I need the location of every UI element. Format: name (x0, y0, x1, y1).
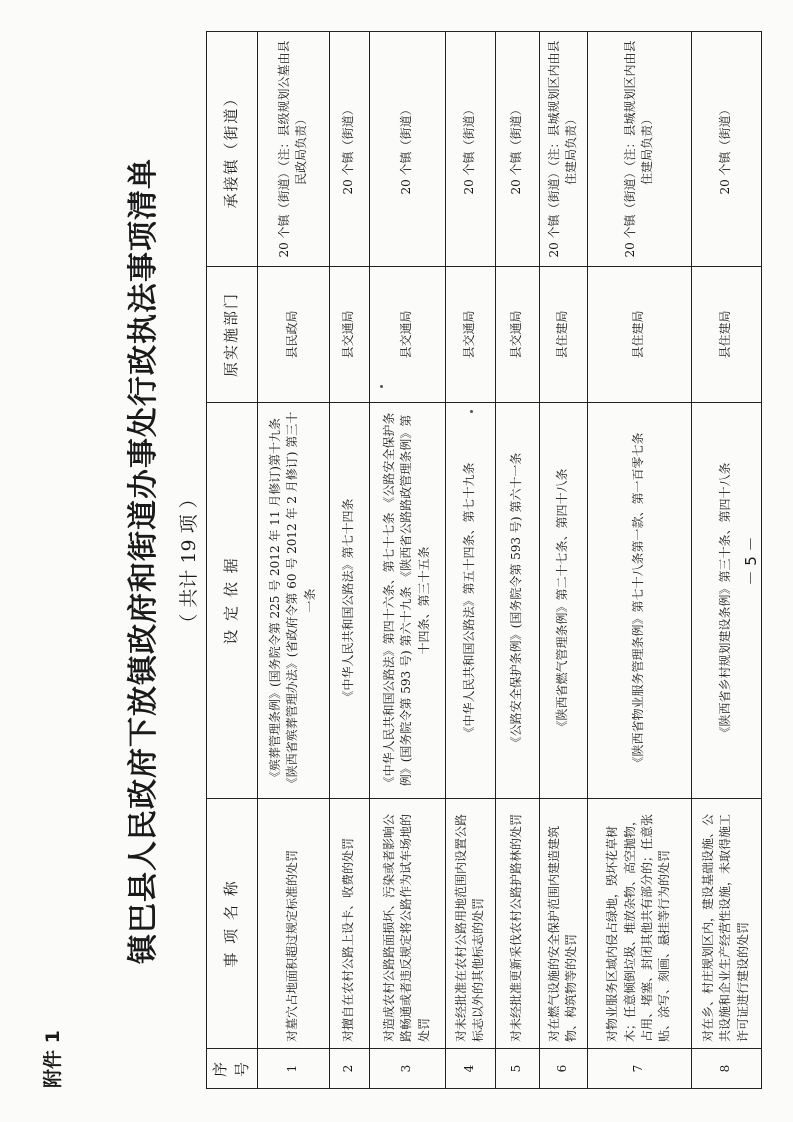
row-receiving-towns: 20 个镇（街道） (691, 32, 761, 267)
row-receiving-towns: 20 个镇（街道）（注：县城规划区内由县住建局负责） (539, 32, 587, 267)
header-number: 序号 (207, 1049, 258, 1089)
row-number: 2 (329, 1049, 369, 1089)
row-department: 县住建局 (691, 267, 761, 403)
table-row (445, 32, 495, 1089)
row-receiving-towns: 20 个镇（街道） (369, 32, 445, 267)
scan-speck (470, 410, 473, 413)
row-department: 县交通局 (495, 267, 539, 403)
row-legal-basis: 《陕西省乡村规划建设条例》第三十条、第四十八条 (691, 403, 761, 799)
table-row (495, 32, 539, 1089)
row-item-name: 对在燃气设施的安全保护范围内建造建筑物、构筑物等的处罚 (539, 799, 587, 1049)
row-receiving-towns: 20 个镇（街道） (495, 32, 539, 267)
row-number: 6 (539, 1049, 587, 1089)
row-legal-basis: 《陕西省物业服务管理条例》第七十八条第一款、第一百零七条 (587, 403, 691, 799)
row-department: 县住建局 (539, 267, 587, 403)
header-legal-basis: 设 定 依 据 (207, 403, 258, 799)
row-legal-basis: 《殡葬管理条例》(国务院令第 225 号 2012 年 11 月修订)第十九条《陕西省殡葬管理办法》(省政府令第 60 号 2012 年 2 月修订) 第三十一条 (257, 403, 329, 799)
row-item-name: 对擅自在农村公路上设卡、收费的处罚 (329, 799, 369, 1049)
row-legal-basis: 《中华人民共和国公路法》第七十四条 (329, 403, 369, 799)
header-item-name: 事 项 名 称 (207, 799, 258, 1049)
row-department: 县交通局 (445, 267, 495, 403)
page-number: － 5 － (742, 536, 760, 586)
row-legal-basis: 《公路安全保护条例》(国务院令第 593 号) 第六十一条 (495, 403, 539, 799)
row-item-name: 对未经批准更新采伐农村公路护路林的处罚 (495, 799, 539, 1049)
row-item-name: 对在乡、村庄规划区内，建设基础设施、公共设施和企业生产经营性设施，未取得施工许可证进行建设的处罚 (691, 799, 761, 1049)
row-legal-basis: 《陕西省燃气管理条例》第二十七条、第四十八条 (539, 403, 587, 799)
row-receiving-towns: 20 个镇（街道） (445, 32, 495, 267)
row-legal-basis: 《中华人民共和国公路法》第五十四条、第七十九条 (445, 403, 495, 799)
row-item-name: 对墓穴占地面积超过规定标准的处罚 (257, 799, 329, 1049)
row-number: 1 (257, 1049, 329, 1089)
document-title: 镇巴县人民政府下放镇政府和街道办事处行政执法事项清单 (126, 158, 161, 964)
row-item-name: 对物业服务区域内侵占绿地，毁坏花草树木；任意倾倒垃圾、堆放杂物、高空抛物，占用、堵塞、封闭其他共有部分的；任意张贴、涂写、刻画、悬挂等行为的处罚 (587, 799, 691, 1049)
row-item-name: 对未经批准在农村公路用地范围内设置公路标志以外的其他标志的处罚 (445, 799, 495, 1049)
row-item-name: 对造成农村公路路面损坏、污染或者影响公路畅通或者违反规定将公路作为试车场地的处罚 (369, 799, 445, 1049)
row-receiving-towns: 20 个镇（街道） (329, 32, 369, 267)
row-number: 4 (445, 1049, 495, 1089)
header-original-department: 原实施部门 (207, 267, 258, 403)
row-department: 县住建局 (587, 267, 691, 403)
row-department: 县交通局 (369, 267, 445, 403)
row-number: 5 (495, 1049, 539, 1089)
row-department: 县交通局 (329, 267, 369, 403)
row-number: 7 (587, 1049, 691, 1089)
row-legal-basis: 《中华人民共和国公路法》第四十六条、第七十七条 《公路安全保护条例》(国务院令第 593 号) 第六十九条 《陕西省公路路政管理条例》第十四条、第三十五条 (369, 403, 445, 799)
table-row (369, 32, 445, 1089)
table-row (587, 32, 691, 1089)
table-header-row (207, 32, 258, 1089)
row-receiving-towns: 20 个镇（街道）（注：县级规划公墓由县民政局负责） (257, 32, 329, 267)
enforcement-items-table (206, 31, 762, 1089)
row-number: 3 (369, 1049, 445, 1089)
table-row (257, 32, 329, 1089)
row-number: 8 (691, 1049, 761, 1089)
attachment-label: 附件 1 (42, 1030, 64, 1088)
header-receiving-towns: 承接镇（街道） (207, 32, 258, 267)
table-row (539, 32, 587, 1089)
row-department: 县民政局 (257, 267, 329, 403)
table-row (329, 32, 369, 1089)
row-receiving-towns: 20 个镇（街道）（注：县城规划区内由县住建局负责） (587, 32, 691, 267)
scan-speck (380, 385, 383, 388)
item-count-subtitle: （ 共计 19 项 ） (178, 489, 200, 633)
